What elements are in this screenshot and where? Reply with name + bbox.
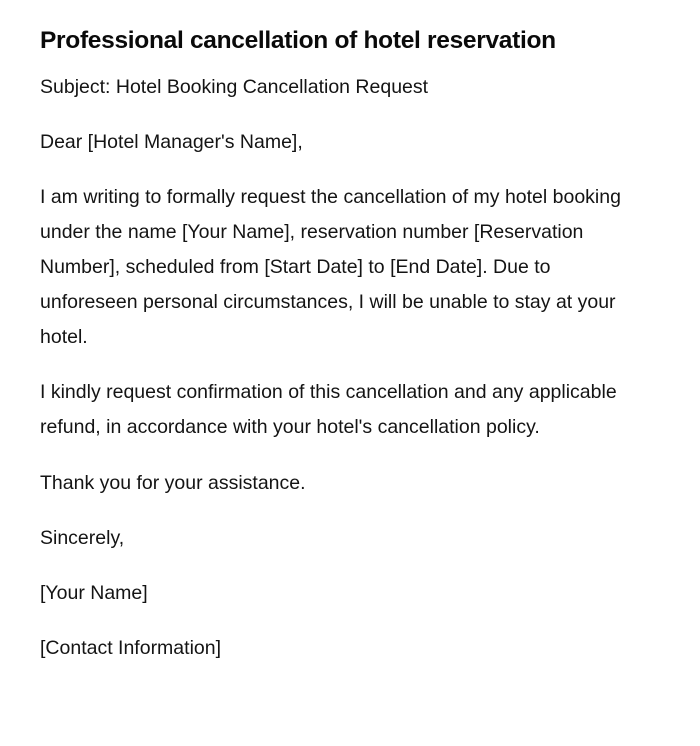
letter-body-paragraph: I kindly request confirmation of this cancellation and any applicable refund, in accordance with your hotel's cancellation policy. bbox=[40, 381, 617, 438]
signature-contact: [Contact Information] bbox=[40, 637, 222, 659]
letter-subject: Subject: Hotel Booking Cancellation Request bbox=[40, 76, 429, 98]
letter-greeting: Dear [Hotel Manager's Name], bbox=[40, 131, 303, 153]
letter-document bbox=[40, 24, 640, 666]
letter-closing: Sincerely, bbox=[40, 527, 125, 549]
document-title: Professional cancellation of hotel reservation bbox=[40, 27, 556, 54]
letter-body-paragraph: I am writing to formally request the cancellation of my hotel booking under the name [Your Name], reservation number [Reservation Number], scheduled from [Start Date] to [End Date]. Due to unforeseen personal circumstances, I will be unable to stay at your hotel. bbox=[40, 186, 621, 348]
letter-thanks: Thank you for your assistance. bbox=[40, 472, 306, 494]
signature-name: [Your Name] bbox=[40, 582, 148, 604]
